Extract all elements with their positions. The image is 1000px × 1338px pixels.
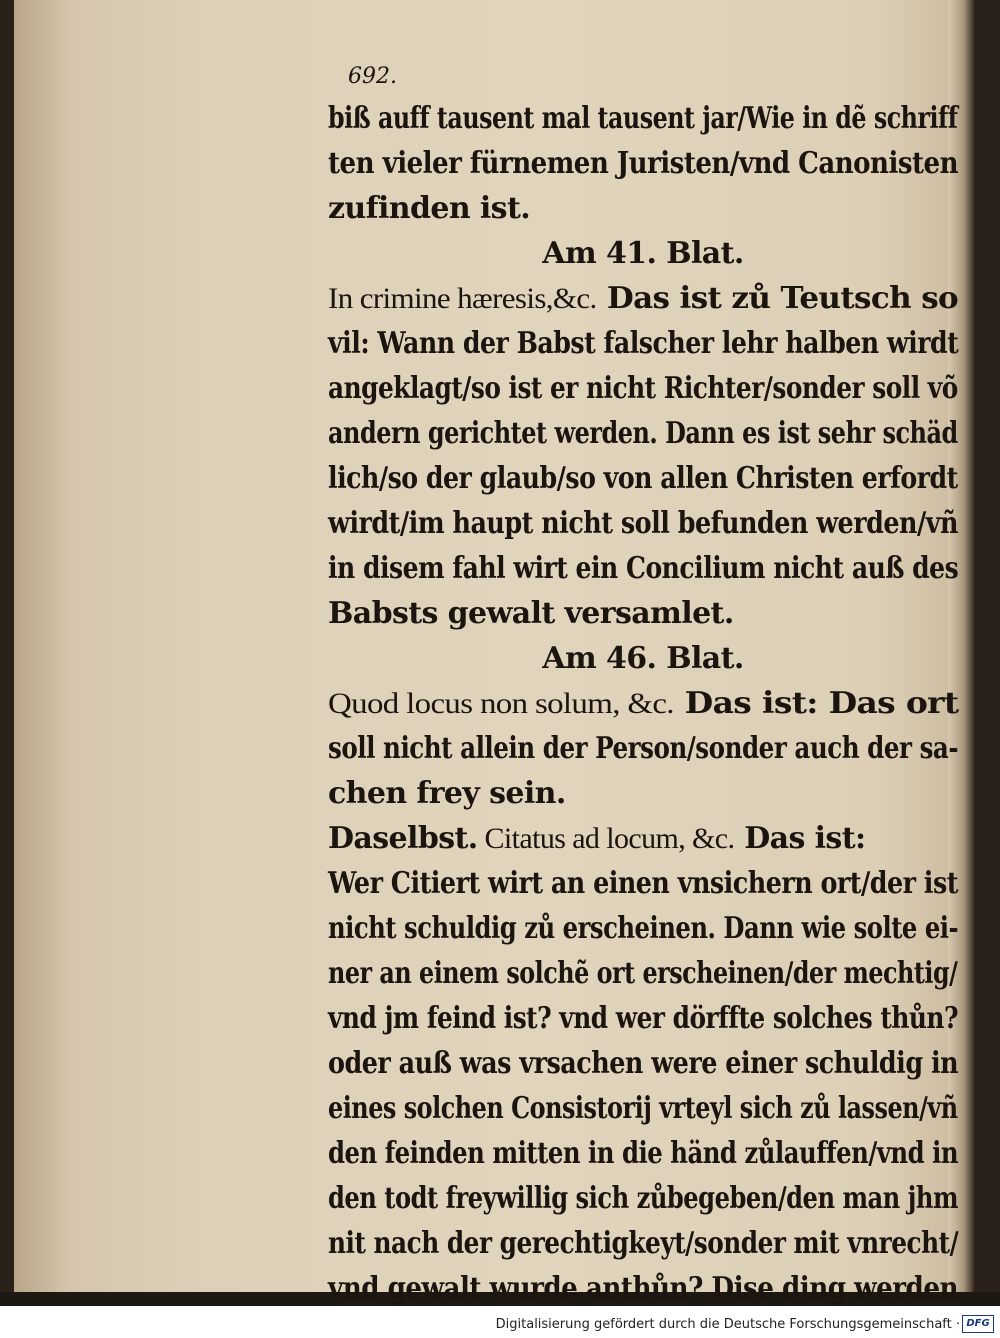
text-line: vnd gewalt wurde anthůn? Dise ding werden (328, 1271, 958, 1306)
text-line: vil: Wann der Babst falscher lehr halben wirdt (328, 326, 959, 361)
line-lead-word: Daselbst. (328, 821, 478, 856)
section-heading: Am 46. Blat. (542, 641, 744, 676)
text-lines (328, 96, 968, 1306)
latin-quote: Quod locus non solum, &c. (328, 687, 674, 720)
text-line: chen frey sein. (328, 776, 566, 811)
dfg-logo: DFG (962, 1315, 994, 1333)
line-text: Das ist zů Teutsch so (596, 281, 959, 316)
footer-bar (0, 1306, 1000, 1338)
text-line: Babsts gewalt versamlet. (328, 596, 734, 631)
text-line: ner an einem solchẽ ort erscheinen/der mechtig/ (328, 956, 958, 991)
text-line: den todt freywillig sich zůbegeben/den man jhm (328, 1181, 959, 1216)
text-line: nit nach der gerechtigkeyt/sonder mit vnrecht/ (328, 1226, 959, 1261)
text-line: Wer Citiert wirt an einen vnsichern ort/der ist (328, 866, 958, 901)
line-text: Das ist: (734, 821, 866, 856)
text-line: angeklagt/so ist er nicht Richter/sonder soll võ (328, 371, 958, 406)
footer-credit: Digitalisierung gefördert durch die Deutsche Forschungsgemeinschaft · (495, 1317, 960, 1332)
text-line: oder auß was vrsachen were einer schuldig in (328, 1046, 959, 1081)
text-line: lich/so der glaub/so von allen Christen erfordt (328, 461, 958, 496)
text-line: wirdt/im haupt nicht soll befunden werden/vñ (328, 506, 958, 541)
text-line: ten vieler fürnemen Juristen/vnd Canonisten (328, 146, 959, 181)
page-text-block (328, 62, 968, 1306)
section-heading: Am 41. Blat. (542, 236, 744, 271)
text-line: in disem fahl wirt ein Concilium nicht auß des (328, 551, 959, 586)
text-line: eines solchen Consistorij vrteyl sich zů lassen/vñ (328, 1091, 958, 1126)
text-line: den feinden mitten in die händ zůlauffen/vnd in (328, 1136, 959, 1171)
text-line: andern gerichtet werden. Dann es ist sehr schäd (328, 416, 958, 451)
text-line: biß auff tausent mal tausent jar/Wie in dẽ schriff (328, 101, 958, 136)
latin-quote: In crimine hæresis,&c. (328, 282, 597, 315)
latin-quote: Citatus ad locum, &c. (477, 822, 735, 855)
text-line (328, 276, 989, 321)
text-line: vnd jm feind ist? vnd wer dörffte solches thůn? (328, 1001, 958, 1036)
text-line: zufinden ist. (328, 191, 531, 226)
line-text: Das ist: Das ort (673, 686, 959, 721)
text-line (328, 681, 1000, 726)
text-line: nicht schuldig zů erscheinen. Dann wie solte ei- (328, 911, 959, 946)
text-line: soll nicht allein der Person/sonder auch der sa- (328, 731, 959, 766)
text-line (328, 816, 968, 861)
page-number: 692. (348, 64, 397, 89)
